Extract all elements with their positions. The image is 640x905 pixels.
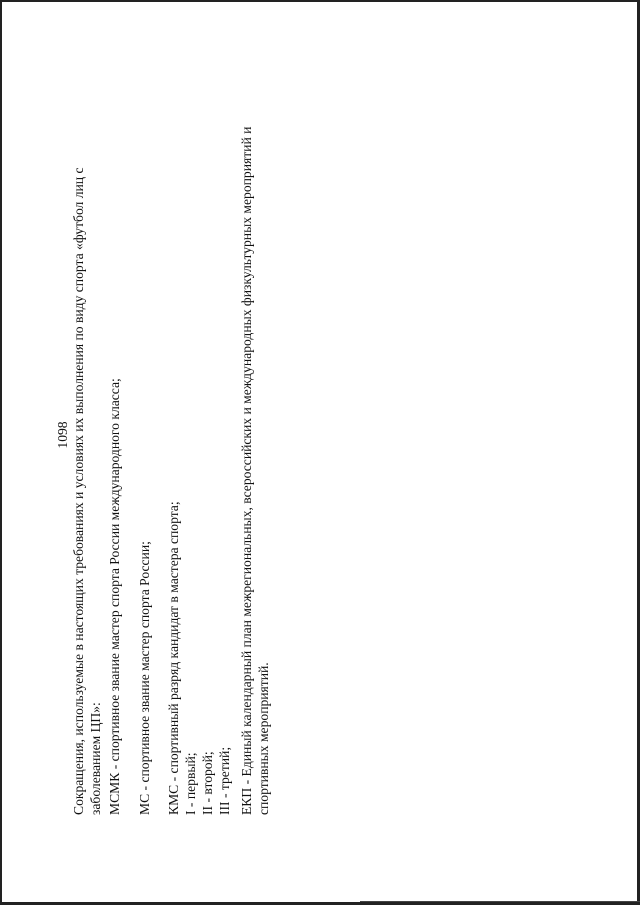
abbreviation-ekp-line-2: спортивных мероприятий. bbox=[256, 662, 271, 815]
page-number: 1098 bbox=[55, 421, 70, 449]
abbreviation-second: II - второй; bbox=[200, 751, 215, 815]
scan-edge-line bbox=[360, 901, 640, 902]
abbreviation-msmk: МСМК - спортивное звание мастер спорта России международного класса; bbox=[107, 378, 122, 815]
page-border-top bbox=[0, 0, 640, 2]
abbreviation-kms: КМС - спортивный разряд кандидат в мастера спорта; bbox=[166, 501, 181, 815]
abbreviation-first: I - первый; bbox=[183, 752, 198, 815]
page-border-left bbox=[0, 0, 2, 905]
abbreviation-ms: МС - спортивное звание мастер спорта России; bbox=[137, 541, 152, 815]
intro-line-1: Сокращения, используемые в настоящих требованиях и условиях их выполнения по виду спорта «футбол лиц с bbox=[71, 167, 86, 815]
abbreviation-third: III - третий; bbox=[217, 746, 232, 815]
rotated-document-content bbox=[55, 85, 292, 815]
intro-line-2: заболеванием ЦП»: bbox=[88, 702, 103, 815]
abbreviation-ekp-line-1: ЕКП - Единый календарный план межрегиональных, всероссийских и международных физкультурных мероприятий и bbox=[239, 126, 254, 815]
